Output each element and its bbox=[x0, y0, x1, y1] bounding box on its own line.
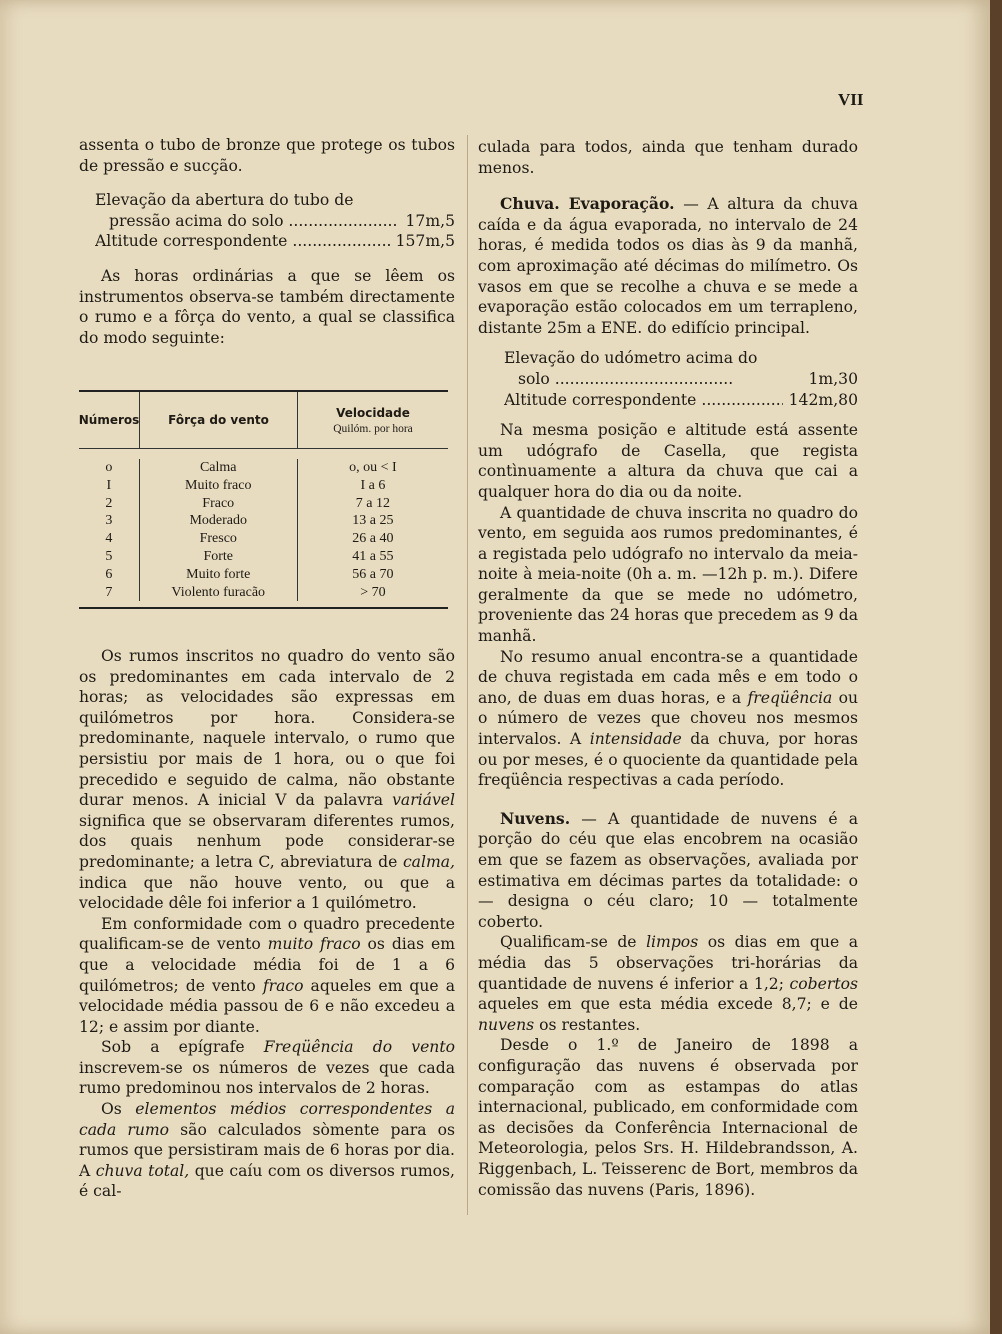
elevation-label: Elevação da abertura do tubo de bbox=[95, 191, 354, 210]
right-column bbox=[478, 137, 858, 1200]
table-cell: 6 bbox=[105, 566, 113, 582]
column-header-title: Velocidade bbox=[336, 405, 410, 420]
elevation-value: 1m,30 bbox=[808, 369, 858, 388]
table-cell: 2 bbox=[105, 495, 113, 511]
table-cell: Fraco bbox=[202, 495, 235, 511]
paragraph: Sob a epígrafe Freqüência do vento inscrevem-se os números de vezes que cada rumo predominou nos intervalos de 2 horas. bbox=[79, 1038, 456, 1098]
table-cell: Forte bbox=[203, 548, 234, 564]
table-cell: 7 bbox=[105, 584, 113, 600]
table-cell: 3 bbox=[105, 513, 113, 529]
left-column-top bbox=[79, 135, 455, 348]
speed-column bbox=[298, 459, 448, 601]
force-column bbox=[140, 459, 298, 601]
table-cell: 41 a 55 bbox=[352, 548, 394, 564]
paragraph: Os elementos médios correspondentes a cada rumo são calculados sòmente para os rumos que persistiram mais de 6 horas por dia. A chuva total, que caíu com os diversos rumos, é cal- bbox=[79, 1100, 456, 1201]
column-header bbox=[298, 392, 448, 448]
paragraph: Desde o 1.º de Janeiro de 1898 a configuração das nuvens é observada por comparação com as estampas do atlas internacional, publicado, em conformidade com as decisões da Conferência Internacional de Meteorologia, pelos Srs. H. Hildebrandsson, A. Riggenbach, L. Teisserenc de Bort, membros da comissão das nuvens (Paris, 1896). bbox=[478, 1036, 858, 1199]
paragraph: Chuva. Evaporação. — A altura da chuva caída e da água evaporada, no intervalo de 24 horas, é medida todos os dias às 9 da manhã, com aproximação até décimas do milímetro. Os vasos em que se recolhe a chuva e se mede a evaporação estão colocados em um terrapleno, distante 25m a ENE. do edifício principal. bbox=[478, 194, 858, 337]
table-cell: 4 bbox=[105, 531, 113, 547]
numbers-column bbox=[79, 459, 140, 601]
paragraph: assenta o tubo de bronze que protege os tubos de pressão e sucção. bbox=[79, 136, 455, 175]
table-cell: 26 a 40 bbox=[352, 531, 394, 547]
table-cell: 5 bbox=[105, 548, 113, 564]
section-heading: Chuva. Evaporação. bbox=[500, 194, 675, 214]
table-cell: 7 a 12 bbox=[355, 495, 391, 511]
page-number: VII bbox=[838, 90, 864, 109]
paragraph: Os rumos inscritos no quadro do vento são os predominantes em cada intervalo de 2 horas; as velocidades são expressas em quilómetros por hora. Considera-se predominante, naquele intervalo, o rumo que persistiu por mais de 1 hora, ou o que foi precedido e seguido de calma, não obstante durar menos. A inicial V da palavra variável significa que se observaram diferentes rumos, dos quais nenhum pode considerar-se predominante; a letra C, abreviatura de calma, indica que não houve vento, ou que a velocidade dêle foi inferior a 1 quilómetro. bbox=[79, 647, 455, 913]
paragraph: As horas ordinárias a que se lêem os instrumentos observa-se também directamente o rumo e a fôrça do vento, a qual se classifica do modo seguinte: bbox=[79, 266, 455, 347]
paragraph: Qualificam-se de limpos os dias em que a média das 5 observações tri-horárias da quantidade de nuvens é inferior a 1,2; cobertos aqueles em que esta média excede 8,7; e de nuvens os restantes. bbox=[478, 933, 858, 1034]
table-cell: > 70 bbox=[360, 584, 386, 600]
table-cell: o, ou < I bbox=[349, 460, 397, 475]
section-heading: Nuvens. bbox=[500, 808, 571, 828]
altitude-value: 142m,80 bbox=[788, 390, 858, 409]
table-cell: o bbox=[105, 460, 113, 475]
altitude-label: Altitude correspondente bbox=[95, 232, 288, 251]
paragraph: Nuvens. — A quantidade de nuvens é a porção do céu que elas encobrem na ocasião em que se fazem as observações, avaliada por estimativa em décimas partes da totalidade: o — designa o céu claro; 10 — totalmente coberto. bbox=[478, 808, 858, 931]
column-divider bbox=[467, 135, 468, 1215]
column-header-subtitle: Quilóm. por hora bbox=[333, 422, 413, 435]
paragraph: A quantidade de chuva inscrita no quadro do vento, em seguida aos rumos predominantes, é a registada pelo udógrafo no intervalo da meia-noite à meia-noite (0h a. m. —12h p. m.). Difere geralmente da que se mede no udómetro, proveniente das 24 horas que precedem as 9 da manhã. bbox=[478, 503, 858, 646]
paragraph: Em conformidade com o quadro precedente qualificam-se de vento muito fraco os dias em que a velocidade média foi de 1 a 6 quilómetros; de vento fraco aqueles em que a velocidade média passou de 6 e não excedeu a 12; e assim por diante. bbox=[79, 914, 456, 1036]
table-cell: I bbox=[106, 477, 112, 493]
altitude-value: 157m,5 bbox=[395, 232, 455, 251]
wind-force-table bbox=[79, 390, 448, 609]
table-cell: Moderado bbox=[189, 513, 248, 529]
paragraph: culada para todos, ainda que tenham durado menos. bbox=[478, 138, 858, 177]
altitude-label: Altitude correspondente bbox=[504, 390, 697, 409]
table-header bbox=[79, 392, 448, 448]
table-body bbox=[79, 449, 448, 607]
elevation-label: pressão acima do solo bbox=[109, 211, 284, 230]
paragraph: Na mesma posição e altitude está assente um udógrafo de Casella, que regista contìnuamente a altura da chuva que cai a qualquer hora do dia ou da noite. bbox=[478, 421, 858, 501]
table-cell: Muito forte bbox=[186, 566, 251, 582]
left-column-bottom bbox=[79, 646, 455, 1202]
table-cell: 13 a 25 bbox=[352, 513, 394, 529]
column-header: Números bbox=[79, 392, 140, 448]
table-cell: I a 6 bbox=[360, 477, 386, 493]
table-cell: Muito fraco bbox=[185, 477, 252, 493]
elevation-label: solo bbox=[518, 369, 550, 388]
elevation-value: 17m,5 bbox=[405, 211, 455, 230]
elevation-block bbox=[478, 348, 858, 410]
table-cell: Fresco bbox=[199, 531, 237, 547]
table-cell: Calma bbox=[199, 460, 237, 475]
column-header: Fôrça do vento bbox=[140, 392, 298, 448]
paragraph: No resumo anual encontra-se a quantidade de chuva registada em cada mês e em todo o ano, de duas em duas horas, e a freqüência ou o número de vezes que choveu nos mesmos intervalos. A intensidade da chuva, por horas ou por meses, é o quociente da quantidade pela freqüência respectivas a cada período. bbox=[478, 647, 858, 790]
elevation-block bbox=[79, 190, 455, 252]
table-cell: Violento furacão bbox=[171, 584, 266, 600]
table-cell: 56 a 70 bbox=[352, 566, 394, 582]
elevation-label: Elevação do udómetro acima do bbox=[504, 349, 758, 368]
